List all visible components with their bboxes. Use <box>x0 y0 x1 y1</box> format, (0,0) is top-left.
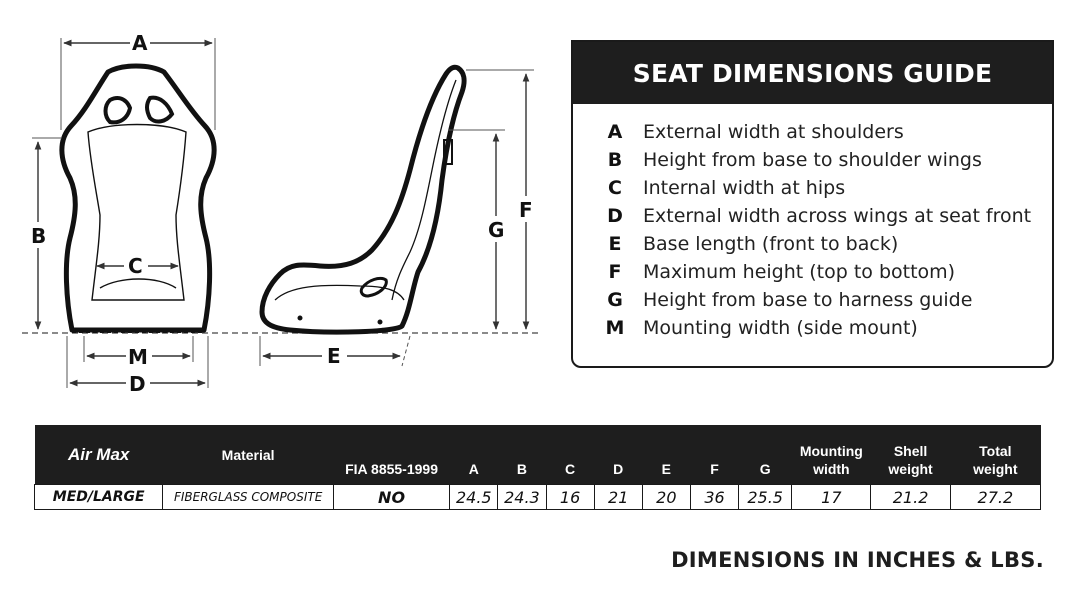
guide-letter: B <box>607 149 623 171</box>
model-name: Air Max <box>35 425 163 485</box>
cell-d: 21 <box>594 485 642 510</box>
cell-g: 25.5 <box>739 485 792 510</box>
guide-item <box>573 230 1052 258</box>
guide-item <box>573 118 1052 146</box>
header-mounting-line2: width <box>813 461 850 477</box>
guide-item <box>573 146 1052 174</box>
guide-description: Height from base to shoulder wings <box>643 149 982 171</box>
guide-description: Base length (front to back) <box>643 233 899 255</box>
guide-letter: A <box>607 121 623 143</box>
guide-letter: G <box>607 289 623 311</box>
header-d: D <box>594 425 642 485</box>
seat-diagram <box>0 0 560 410</box>
guide-description: Internal width at hips <box>643 177 846 199</box>
cell-total-weight: 27.2 <box>950 485 1040 510</box>
dim-label-a: A <box>132 31 148 55</box>
header-g: G <box>739 425 792 485</box>
cell-material: FIBERGLASS COMPOSITE <box>163 485 334 510</box>
dim-label-m: M <box>128 345 148 369</box>
guide-letter: D <box>607 205 623 227</box>
dim-label-d: D <box>129 372 146 396</box>
cell-f: 36 <box>690 485 738 510</box>
header-shell-line2: weight <box>888 461 933 477</box>
guide-list <box>573 118 1052 342</box>
header-a: A <box>450 425 498 485</box>
header-total-line1: Total <box>979 443 1012 459</box>
guide-description: Maximum height (top to bottom) <box>643 261 956 283</box>
cell-a: 24.5 <box>450 485 498 510</box>
guide-letter: M <box>605 317 625 339</box>
cell-mounting-width: 17 <box>792 485 871 510</box>
header-shell-weight <box>871 425 950 485</box>
guide-description: Mounting width (side mount) <box>643 317 918 339</box>
spec-table <box>34 425 1041 510</box>
header-total-weight <box>950 425 1040 485</box>
header-fia: FIA 8855-1999 <box>333 425 449 485</box>
header-c: C <box>546 425 594 485</box>
dimensions-guide-panel <box>571 40 1054 368</box>
guide-title: SEAT DIMENSIONS GUIDE <box>573 42 1052 104</box>
cell-shell-weight: 21.2 <box>871 485 950 510</box>
cell-c: 16 <box>546 485 594 510</box>
front-view-seat <box>62 66 214 332</box>
guide-item <box>573 202 1052 230</box>
header-b: B <box>498 425 546 485</box>
guide-item <box>573 314 1052 342</box>
guide-letter: F <box>608 261 622 283</box>
guide-description: External width across wings at seat front <box>643 205 1032 227</box>
header-material: Material <box>163 425 334 485</box>
cell-e: 20 <box>642 485 690 510</box>
guide-letter: E <box>608 233 622 255</box>
cell-size: MED/LARGE <box>35 485 163 510</box>
header-mounting-width <box>792 425 871 485</box>
side-view-seat <box>262 67 464 332</box>
table-header-row <box>35 425 1041 485</box>
header-e: E <box>642 425 690 485</box>
cell-fia: NO <box>333 485 449 510</box>
dim-label-c: C <box>128 254 143 278</box>
guide-item <box>573 258 1052 286</box>
guide-letter: C <box>608 177 622 199</box>
dim-label-e: E <box>327 344 341 368</box>
dim-label-g: G <box>488 218 505 242</box>
header-f: F <box>690 425 738 485</box>
guide-description: Height from base to harness guide <box>643 289 973 311</box>
header-mounting-line1: Mounting <box>799 443 863 459</box>
dim-label-b: B <box>31 224 47 248</box>
header-shell-line1: Shell <box>893 443 928 459</box>
units-note: DIMENSIONS IN INCHES & LBS. <box>671 548 1044 572</box>
cell-b: 24.3 <box>498 485 546 510</box>
dim-label-f: F <box>519 198 533 222</box>
guide-item <box>573 174 1052 202</box>
guide-item <box>573 286 1052 314</box>
table-row <box>35 485 1041 510</box>
guide-description: External width at shoulders <box>643 121 904 143</box>
header-total-line2: weight <box>973 461 1018 477</box>
